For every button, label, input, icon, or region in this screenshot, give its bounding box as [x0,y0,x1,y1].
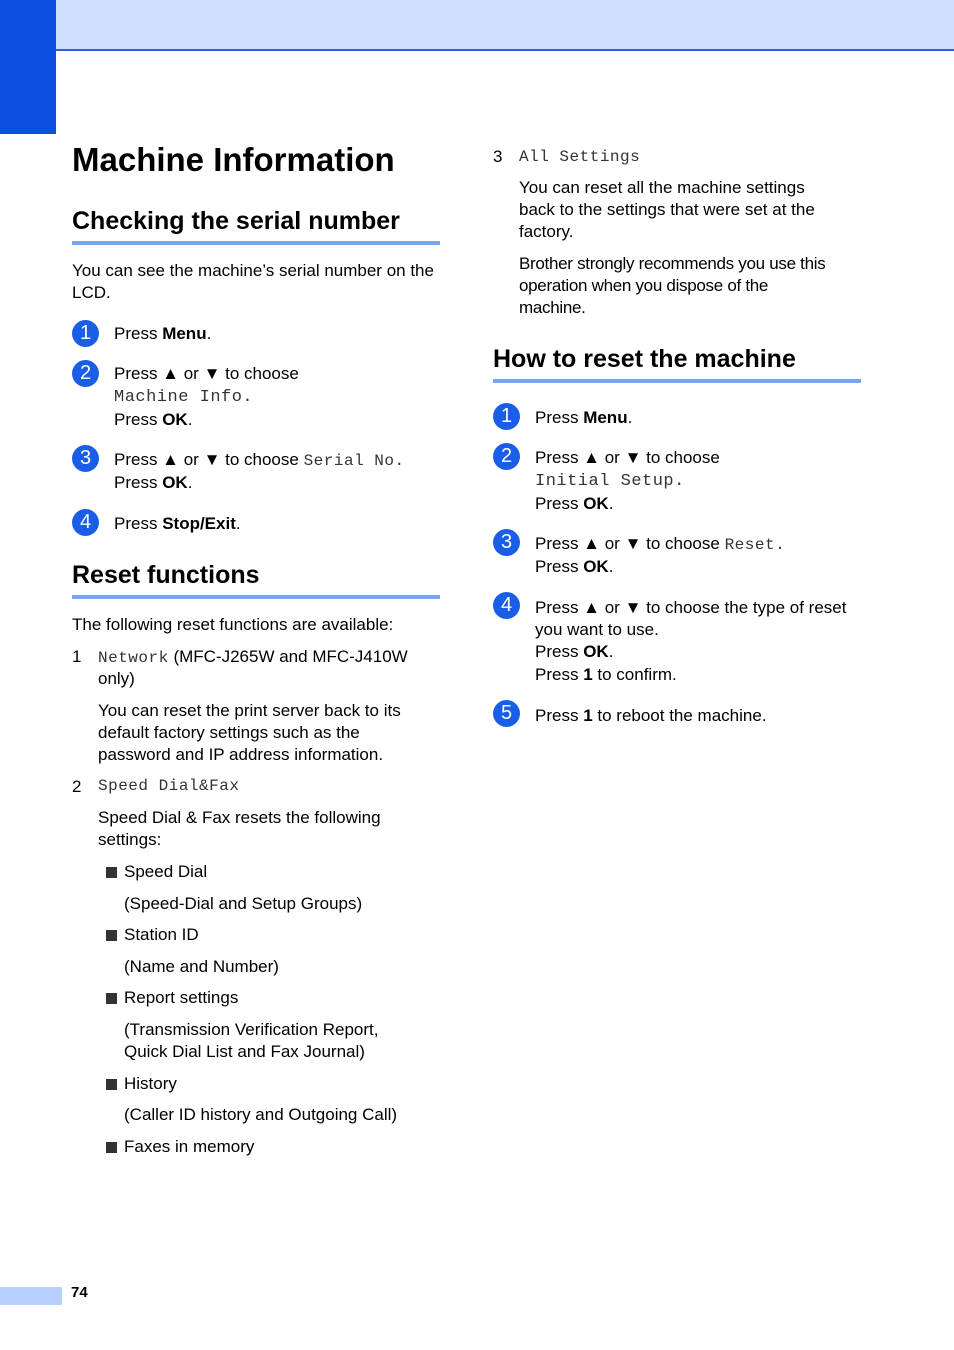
step-text: Press [535,642,584,661]
step-number: 3 [493,529,520,556]
bullet-label: Faxes in memory [124,1137,255,1156]
step-number: 1 [493,403,520,430]
step-number: 1 [72,320,99,347]
step-text: Press [114,514,163,533]
step-punct: . [187,473,193,492]
step-number: 5 [493,700,520,727]
bullet-sub: (Name and Number) [124,957,279,976]
bullet-square [106,930,117,941]
bullet-sub: (Transmission Verification Report, [124,1020,379,1039]
ok-key: OK [583,557,609,576]
step-text: Press [535,665,584,684]
footer-band [0,1287,62,1305]
step-text: Press ▲ or ▼ to choose [114,450,304,469]
bullet-square [106,1079,117,1090]
digit-key: 1 [583,665,593,684]
bullet-square [106,1142,117,1153]
chapter-tab [0,0,56,134]
step-text: Press ▲ or ▼ to choose the type of reset [535,598,847,617]
bullet-label: Station ID [124,925,199,944]
step-text: Press [535,494,584,513]
step-number: 4 [72,509,99,536]
bullet-sub: Quick Dial List and Fax Journal) [124,1042,365,1061]
step-text: to reboot the machine. [592,706,767,725]
step-text: Press [535,706,584,725]
item-number: 2 [72,777,82,796]
desc-line: password and IP address information. [98,745,384,764]
step-text: Press [114,324,163,343]
page-number: 74 [71,1284,88,1301]
step-punct: . [627,408,633,427]
lcd-option: Machine Info. [114,388,254,407]
item-number: 1 [72,647,82,666]
lcd-option: Network [98,649,169,667]
step-text: Press ▲ or ▼ to choose [535,534,725,553]
step-number: 4 [493,592,520,619]
step-text: Press ▲ or ▼ to choose [114,364,299,383]
bullet-label: History [124,1074,177,1093]
step-text: to confirm. [592,665,677,684]
lcd-option: Reset. [724,536,786,554]
stop-exit-key: Stop/Exit [162,514,236,533]
bullet-sub: (Caller ID history and Outgoing Call) [124,1105,398,1124]
reset-functions-intro: The following reset functions are available: [72,615,394,634]
header-band [0,0,954,51]
item-warning [519,253,825,319]
step-punct: . [608,557,614,576]
desc-line: default factory settings such as the [98,723,360,742]
item-description [98,700,401,766]
page-title: Machine Information [72,141,395,178]
item-text: only) [98,669,135,688]
menu-key: Menu [583,408,628,427]
desc-line: You can reset all the machine settings [519,178,805,197]
ok-key: OK [162,473,188,492]
desc-line: machine. [519,298,586,317]
step-text: Press [535,408,584,427]
bullet-square [106,993,117,1004]
digit-key: 1 [583,706,593,725]
step-text: Press [114,473,163,492]
ok-key: OK [583,494,609,513]
item-description [98,807,381,851]
reset-functions-heading: Reset functions [72,561,440,599]
item-number: 3 [493,147,503,166]
desc-line: factory. [519,222,574,241]
lcd-option: Serial No. [303,452,405,470]
desc-line: Brother strongly recommends you use this [519,254,826,273]
ok-key: OK [162,410,188,429]
bullet-square [106,867,117,878]
item-text: (MFC-J265W and MFC-J410W [173,647,408,666]
ok-key: OK [583,642,609,661]
desc-line: You can reset the print server back to its [98,701,401,720]
bullet-label: Speed Dial [124,862,208,881]
lcd-option: Initial Setup. [535,472,685,491]
desc-line: operation when you dispose of the [519,276,769,295]
step-punct: . [608,494,614,513]
step-number: 2 [493,443,520,470]
lcd-option: Speed Dial&Fax [98,777,240,795]
reset-machine-heading: How to reset the machine [493,345,861,383]
step-text: Press ▲ or ▼ to choose [535,448,720,467]
step-punct: . [187,410,193,429]
step-text: Press [535,557,584,576]
lcd-option: All Settings [519,148,641,166]
bullet-sub: (Speed-Dial and Setup Groups) [124,894,363,913]
step-punct: . [235,514,241,533]
desc-line: back to the settings that were set at the [519,200,815,219]
bullet-label: Report settings [124,988,239,1007]
step-number: 2 [72,360,99,387]
serial-intro: You can see the machine’s serial number on the LCD. [72,261,434,302]
step-punct: . [206,324,212,343]
desc-line: Speed Dial & Fax resets the following [98,808,381,827]
step-text: you want to use. [535,620,659,639]
item-description [519,177,815,243]
step-punct: . [608,642,614,661]
menu-key: Menu [162,324,207,343]
desc-line: settings: [98,830,162,849]
serial-heading: Checking the serial number [72,207,440,245]
step-number: 3 [72,445,99,472]
step-text: Press [114,410,163,429]
